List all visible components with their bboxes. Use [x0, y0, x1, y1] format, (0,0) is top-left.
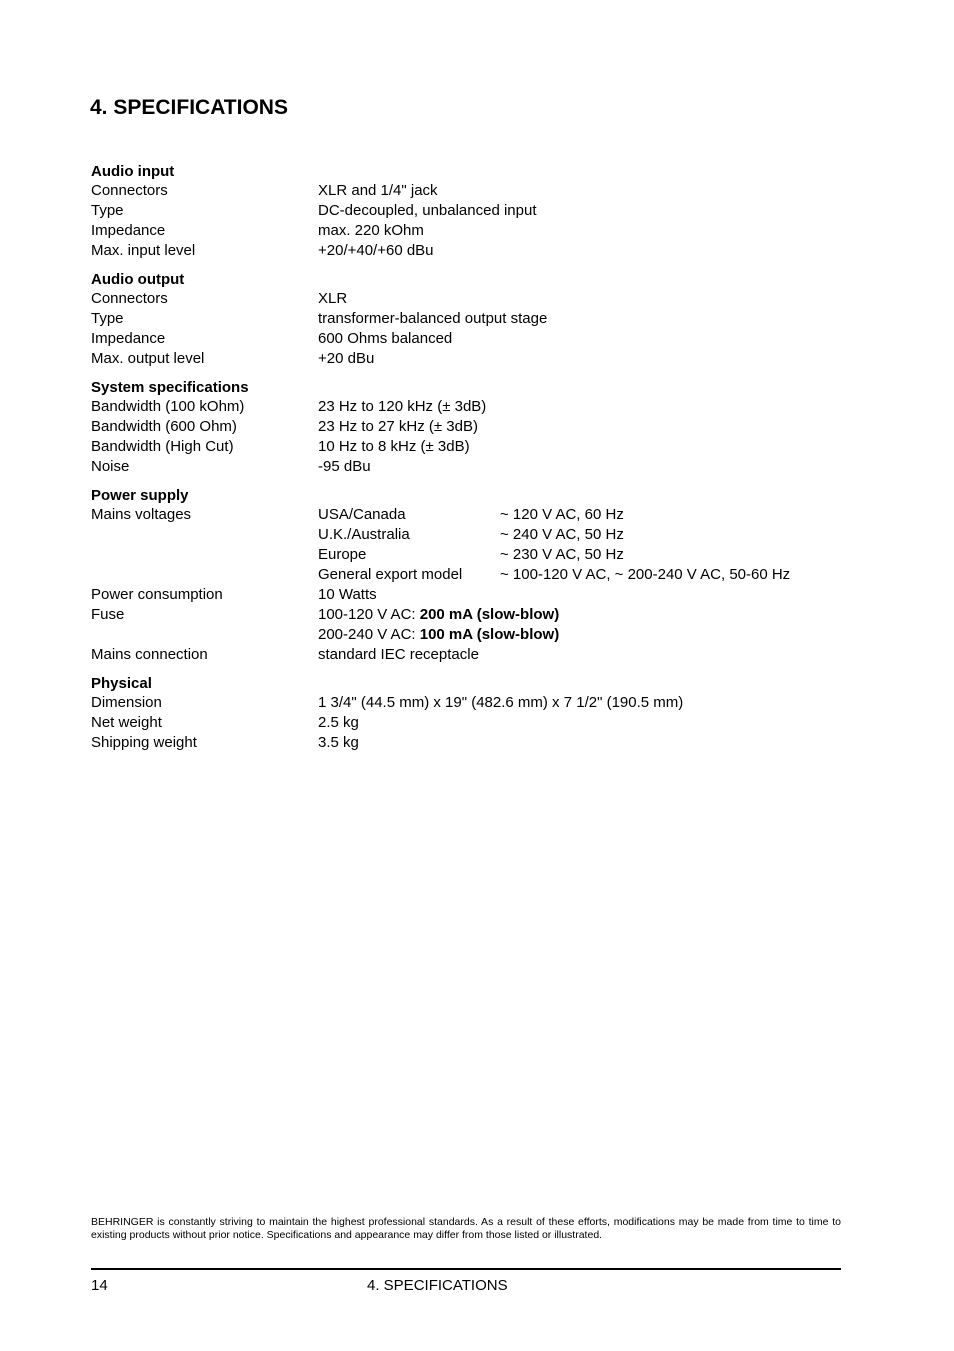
mains-voltage-list	[318, 505, 851, 585]
section-heading: Audio output	[91, 271, 185, 288]
spec-label: Max. output level	[91, 350, 205, 367]
spec-label: Impedance	[91, 222, 166, 239]
audio-input-section	[91, 162, 851, 261]
spec-label: Connectors	[91, 290, 168, 307]
fuse-rating: 200 mA (slow-blow)	[419, 606, 560, 623]
spec-row	[91, 457, 851, 477]
spec-label: Net weight	[91, 714, 162, 731]
footer-divider	[91, 1268, 841, 1270]
spec-row-mains-voltages	[91, 505, 851, 585]
spec-label: Connectors	[91, 182, 168, 199]
spec-value: 3.5 kg	[318, 734, 359, 751]
page-number: 14	[91, 1277, 108, 1294]
footer-section-title: 4. SPECIFICATIONS	[367, 1277, 508, 1294]
spec-value: XLR and 1/4" jack	[318, 182, 438, 199]
spec-value: 23 Hz to 120 kHz (± 3dB)	[318, 398, 487, 415]
spec-value: 2.5 kg	[318, 714, 359, 731]
voltage-value: ~ 100-120 V AC, ~ 200-240 V AC, 50-60 Hz	[500, 566, 791, 583]
spec-value: +20/+40/+60 dBu	[318, 242, 434, 259]
section-heading: Audio input	[91, 163, 175, 180]
spec-value: DC-decoupled, unbalanced input	[318, 202, 537, 219]
spec-row	[91, 201, 851, 221]
spec-value: transformer-balanced output stage	[318, 310, 548, 327]
spec-label: Mains voltages	[91, 506, 192, 523]
voltage-value: ~ 120 V AC, 60 Hz	[500, 506, 624, 523]
system-specifications-section	[91, 378, 851, 477]
mains-voltage-item	[318, 505, 851, 525]
spec-row	[91, 437, 851, 457]
spec-value: +20 dBu	[318, 350, 375, 367]
spec-row-fuse	[91, 605, 851, 645]
region-label: U.K./Australia	[318, 526, 410, 543]
spec-label: Mains connection	[91, 646, 208, 663]
spec-value: -95 dBu	[318, 458, 371, 475]
spec-label: Type	[91, 202, 124, 219]
spec-row	[91, 417, 851, 437]
spec-row	[91, 241, 851, 261]
power-supply-section	[91, 486, 851, 665]
fuse-rating: 100 mA (slow-blow)	[419, 626, 560, 643]
fuse-item	[318, 605, 851, 625]
spec-row	[91, 349, 851, 369]
spec-label: Bandwidth (High Cut)	[91, 438, 234, 455]
spec-row	[91, 397, 851, 417]
spec-value: 600 Ohms balanced	[318, 330, 453, 347]
spec-value: max. 220 kOhm	[318, 222, 424, 239]
spec-label: Fuse	[91, 606, 125, 623]
spec-label: Type	[91, 310, 124, 327]
mains-voltage-item	[318, 565, 851, 585]
spec-label: Bandwidth (600 Ohm)	[91, 418, 237, 435]
region-label: Europe	[318, 546, 367, 563]
spec-label: Shipping weight	[91, 734, 197, 751]
voltage-value: ~ 240 V AC, 50 Hz	[500, 526, 624, 543]
mains-voltage-item	[318, 545, 851, 565]
page-title: 4. SPECIFICATIONS	[90, 96, 288, 119]
spec-row	[91, 309, 851, 329]
fuse-voltage: 200-240 V AC:	[318, 626, 420, 643]
section-heading: Power supply	[91, 487, 189, 504]
physical-section	[91, 674, 851, 753]
spec-label: Dimension	[91, 694, 162, 711]
spec-row	[91, 733, 851, 753]
fuse-voltage: 100-120 V AC:	[318, 606, 420, 623]
spec-label: Bandwidth (100 kOhm)	[91, 398, 245, 415]
mains-voltage-item	[318, 525, 851, 545]
audio-output-section	[91, 270, 851, 369]
voltage-value: ~ 230 V AC, 50 Hz	[500, 546, 624, 563]
spec-value: 1 3/4" (44.5 mm) x 19" (482.6 mm) x 7 1/2" (190.5 mm)	[318, 694, 684, 711]
spec-row	[91, 713, 851, 733]
spec-row	[91, 585, 851, 605]
region-label: USA/Canada	[318, 506, 406, 523]
specifications-list	[91, 162, 851, 762]
spec-label: Noise	[91, 458, 130, 475]
section-heading: System specifications	[91, 379, 249, 396]
spec-label: Power consumption	[91, 586, 223, 603]
disclaimer-text: BEHRINGER is constantly striving to maintain the highest professional standards. As a result of these efforts, modifications may be made from time to time to existing products without prior notice. Specifications and appearance may differ from those listed or illustrated.	[91, 1216, 841, 1241]
spec-row	[91, 693, 851, 713]
spec-row	[91, 289, 851, 309]
spec-row	[91, 329, 851, 349]
spec-value: 10 Watts	[318, 586, 377, 603]
spec-row	[91, 221, 851, 241]
region-label: General export model	[318, 566, 463, 583]
spec-value: XLR	[318, 290, 348, 307]
spec-row	[91, 181, 851, 201]
spec-label: Impedance	[91, 330, 166, 347]
spec-value: 23 Hz to 27 kHz (± 3dB)	[318, 418, 478, 435]
spec-label: Max. input level	[91, 242, 196, 259]
section-heading: Physical	[91, 675, 152, 692]
spec-row	[91, 645, 851, 665]
fuse-list	[318, 605, 851, 645]
spec-value: standard IEC receptacle	[318, 646, 479, 663]
spec-value: 10 Hz to 8 kHz (± 3dB)	[318, 438, 470, 455]
fuse-item	[318, 625, 851, 645]
